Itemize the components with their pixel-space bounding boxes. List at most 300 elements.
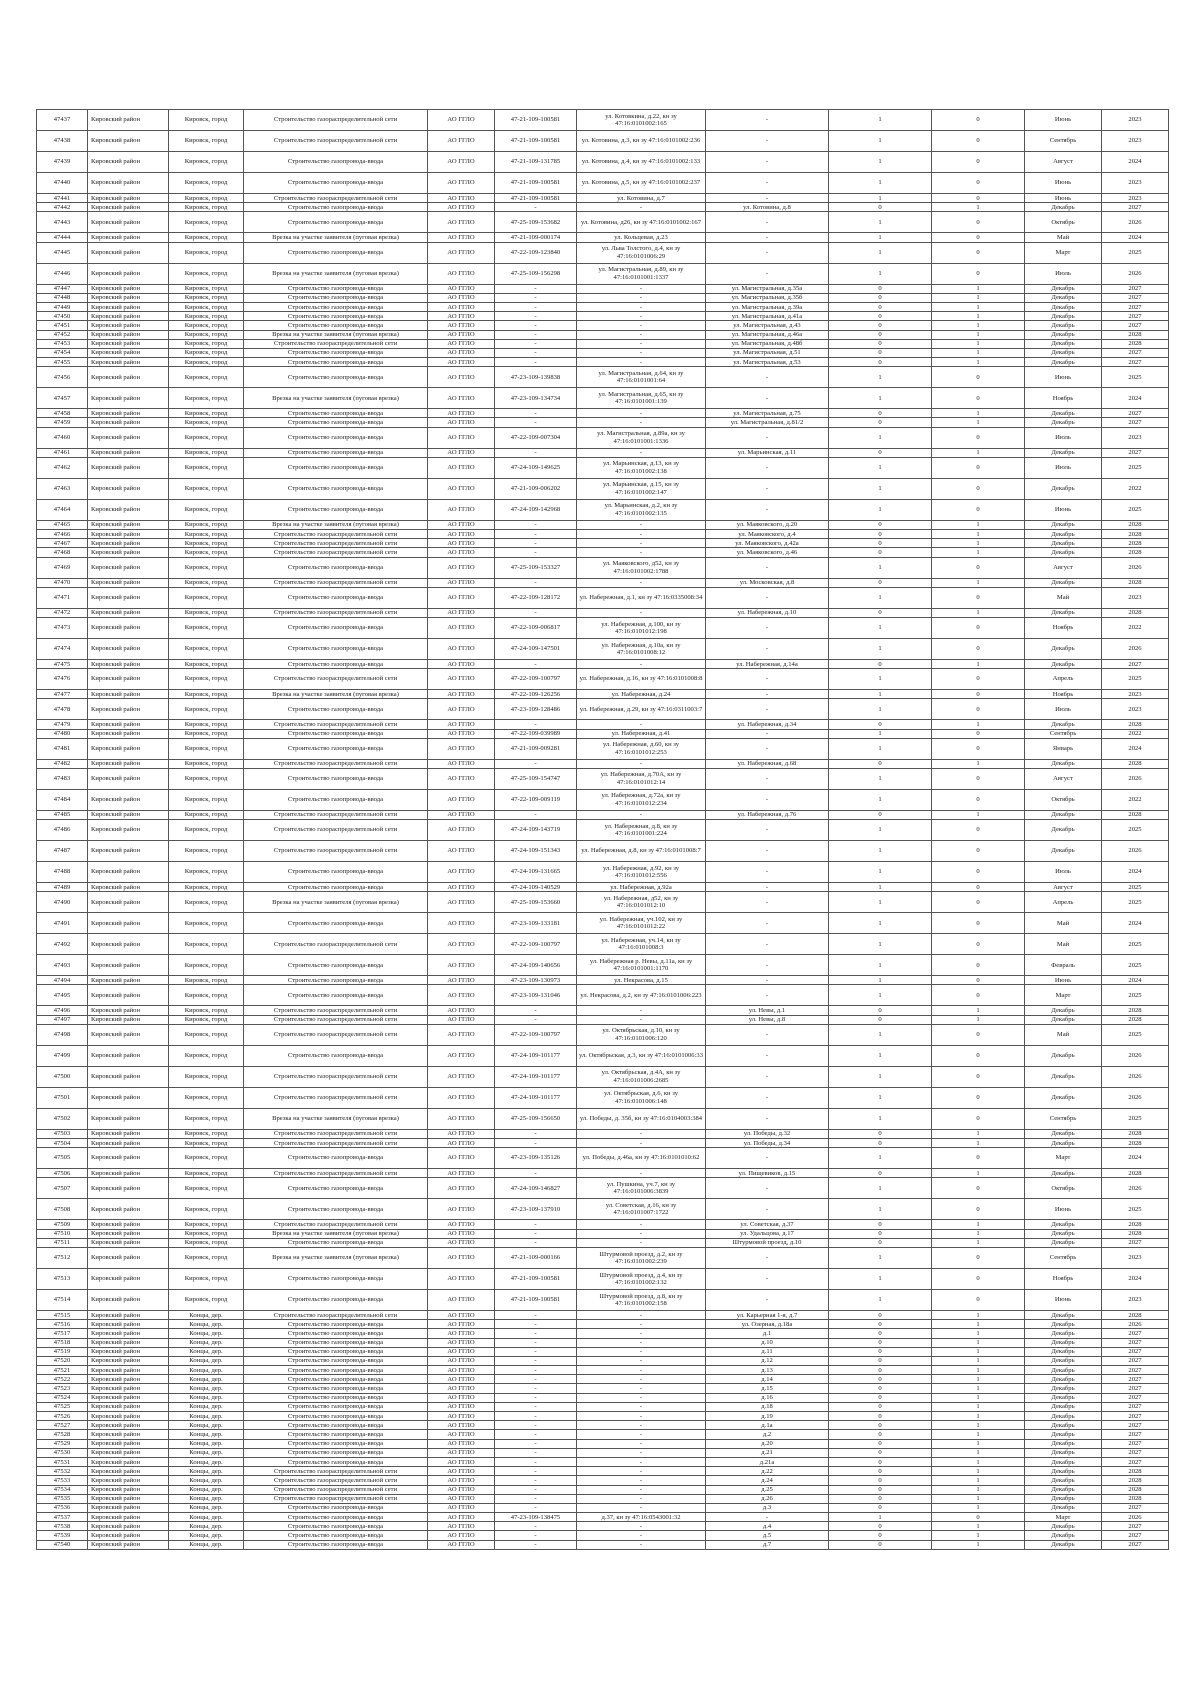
cell-month: Июнь <box>1025 499 1102 520</box>
table-row <box>37 358 1169 367</box>
cell-flag-b: 1 <box>932 1402 1025 1411</box>
cell-address-permit: ул. Набережная, д.92, кн зу 47:16:0101012:556 <box>577 862 706 883</box>
cell-id: 47529 <box>37 1439 88 1448</box>
cell-flag-a: 0 <box>829 1338 932 1347</box>
cell-permit: - <box>495 1430 577 1439</box>
table-row <box>37 810 1169 819</box>
cell-address-other: ул. Магистральная, д.35а <box>706 284 829 293</box>
cell-flag-b: 0 <box>932 242 1025 263</box>
cell-settlement: Кировск, город <box>169 1229 244 1238</box>
cell-address-permit: - <box>577 1531 706 1540</box>
cell-permit: 47-25-109-153660 <box>495 892 577 913</box>
cell-district: Кировский район <box>88 1268 169 1289</box>
cell-year: 2028 <box>1102 1006 1169 1015</box>
cell-id: 47507 <box>37 1178 88 1199</box>
cell-district: Кировский район <box>88 1467 169 1476</box>
cell-flag-b: 0 <box>932 768 1025 789</box>
cell-id: 47505 <box>37 1148 88 1169</box>
cell-flag-a: 0 <box>829 520 932 529</box>
cell-address-other: д.11 <box>706 1347 829 1356</box>
cell-permit: 47-23-109-134734 <box>495 388 577 409</box>
cell-organization: АО ГГЛО <box>428 738 495 759</box>
cell-flag-a: 0 <box>829 759 932 768</box>
cell-year: 2027 <box>1102 1384 1169 1393</box>
table-row <box>37 418 1169 427</box>
cell-flag-a: 0 <box>829 659 932 668</box>
cell-work-type: Строительство газораспределительной сети <box>244 810 428 819</box>
cell-flag-b: 0 <box>932 841 1025 862</box>
cell-flag-a: 1 <box>829 883 932 892</box>
table-row <box>37 548 1169 557</box>
cell-year: 2028 <box>1102 759 1169 768</box>
cell-address-other: - <box>706 1024 829 1045</box>
cell-settlement: Концы, дер. <box>169 1310 244 1319</box>
cell-organization: АО ГГЛО <box>428 913 495 934</box>
cell-flag-b: 0 <box>932 427 1025 448</box>
cell-year: 2027 <box>1102 1347 1169 1356</box>
cell-flag-a: 0 <box>829 1393 932 1402</box>
cell-work-type: Строительство газопровода-ввода <box>244 409 428 418</box>
cell-organization: АО ГГЛО <box>428 302 495 311</box>
cell-address-other: д.19 <box>706 1412 829 1421</box>
cell-organization: АО ГГЛО <box>428 1356 495 1365</box>
cell-permit: - <box>495 1238 577 1247</box>
cell-flag-a: 1 <box>829 1087 932 1108</box>
cell-flag-a: 0 <box>829 1457 932 1466</box>
cell-address-permit: - <box>577 1229 706 1238</box>
cell-address-permit: - <box>577 1430 706 1439</box>
cell-address-other: д.18 <box>706 1402 829 1411</box>
cell-organization: АО ГГЛО <box>428 409 495 418</box>
cell-permit: - <box>495 578 577 587</box>
table-row <box>37 212 1169 233</box>
cell-month: Декабрь <box>1025 1439 1102 1448</box>
cell-work-type: Строительство газораспределительной сети <box>244 720 428 729</box>
cell-id: 47485 <box>37 810 88 819</box>
cell-district: Кировский район <box>88 1169 169 1178</box>
cell-address-permit: ул. Октябрьская, д.6, кн зу 47:16:0101006:148 <box>577 1087 706 1108</box>
cell-flag-a: 0 <box>829 1229 932 1238</box>
cell-address-permit: ул. Набережная, д.1, кн зу 47:16:0335008:34 <box>577 587 706 608</box>
cell-permit: 47-23-109-138475 <box>495 1513 577 1522</box>
cell-organization: АО ГГЛО <box>428 520 495 529</box>
cell-organization: АО ГГЛО <box>428 348 495 357</box>
cell-address-other: - <box>706 976 829 985</box>
cell-permit: 47-23-109-128486 <box>495 699 577 720</box>
cell-permit: - <box>495 1485 577 1494</box>
cell-address-permit: - <box>577 448 706 457</box>
cell-address-other: д.22 <box>706 1467 829 1476</box>
cell-address-permit: - <box>577 1402 706 1411</box>
cell-month: Декабрь <box>1025 1329 1102 1338</box>
cell-settlement: Кировск, город <box>169 233 244 242</box>
cell-month: Декабрь <box>1025 358 1102 367</box>
cell-id: 47531 <box>37 1457 88 1466</box>
cell-address-other: д.14 <box>706 1375 829 1384</box>
cell-permit: - <box>495 284 577 293</box>
table-row <box>37 1024 1169 1045</box>
cell-flag-a: 0 <box>829 293 932 302</box>
cell-organization: АО ГГЛО <box>428 768 495 789</box>
cell-settlement: Кировск, город <box>169 892 244 913</box>
cell-flag-b: 1 <box>932 293 1025 302</box>
cell-flag-a: 1 <box>829 638 932 659</box>
table-row <box>37 312 1169 321</box>
cell-settlement: Концы, дер. <box>169 1384 244 1393</box>
cell-address-other: ул. Победы, д.32 <box>706 1129 829 1138</box>
cell-flag-a: 1 <box>829 934 932 955</box>
cell-year: 2027 <box>1102 1356 1169 1365</box>
cell-district: Кировский район <box>88 1199 169 1220</box>
cell-permit: - <box>495 409 577 418</box>
cell-address-permit: - <box>577 312 706 321</box>
cell-month: Октябрь <box>1025 212 1102 233</box>
cell-id: 47481 <box>37 738 88 759</box>
cell-work-type: Строительство газораспределительной сети <box>244 1169 428 1178</box>
cell-id: 47446 <box>37 263 88 284</box>
cell-month: Июнь <box>1025 173 1102 194</box>
cell-permit: - <box>495 418 577 427</box>
cell-address-permit: Штурмовой проезд, д.4, кн зу 47:16:0101002:132 <box>577 1268 706 1289</box>
cell-id: 47461 <box>37 448 88 457</box>
cell-district: Кировский район <box>88 302 169 311</box>
cell-settlement: Кировск, город <box>169 587 244 608</box>
cell-organization: АО ГГЛО <box>428 1421 495 1430</box>
cell-organization: АО ГГЛО <box>428 1476 495 1485</box>
cell-flag-a: 1 <box>829 699 932 720</box>
cell-district: Кировский район <box>88 530 169 539</box>
cell-month: Май <box>1025 913 1102 934</box>
table-row <box>37 1045 1169 1066</box>
cell-organization: АО ГГЛО <box>428 548 495 557</box>
cell-district: Кировский район <box>88 321 169 330</box>
cell-district: Кировский район <box>88 810 169 819</box>
cell-flag-b: 1 <box>932 1384 1025 1393</box>
cell-flag-b: 0 <box>932 499 1025 520</box>
table-row <box>37 1329 1169 1338</box>
cell-month: Декабрь <box>1025 608 1102 617</box>
cell-organization: АО ГГЛО <box>428 1338 495 1347</box>
cell-work-type: Строительство газораспределительной сети <box>244 539 428 548</box>
cell-organization: АО ГГЛО <box>428 530 495 539</box>
cell-flag-b: 1 <box>932 1338 1025 1347</box>
cell-organization: АО ГГЛО <box>428 587 495 608</box>
cell-organization: АО ГГЛО <box>428 1066 495 1087</box>
cell-address-permit: ул. Набережная, д.100, кн зу 47:16:0101012:198 <box>577 617 706 638</box>
cell-address-permit: - <box>577 284 706 293</box>
cell-address-other: ул. Магистральная, д.39а <box>706 302 829 311</box>
cell-month: Апрель <box>1025 892 1102 913</box>
cell-district: Кировский район <box>88 1384 169 1393</box>
cell-work-type: Строительство газораспределительной сети <box>244 1129 428 1138</box>
cell-month: Июнь <box>1025 110 1102 131</box>
cell-permit: 47-21-109-100581 <box>495 131 577 152</box>
table-row <box>37 242 1169 263</box>
cell-address-permit: ул. Набережная, д.16, кн зу 47:16:0101008:8 <box>577 669 706 690</box>
cell-district: Кировский район <box>88 1148 169 1169</box>
cell-flag-a: 1 <box>829 242 932 263</box>
cell-settlement: Кировск, город <box>169 203 244 212</box>
cell-flag-a: 0 <box>829 578 932 587</box>
table-row <box>37 557 1169 578</box>
cell-address-other: - <box>706 1148 829 1169</box>
cell-year: 2026 <box>1102 1045 1169 1066</box>
cell-district: Кировский район <box>88 690 169 699</box>
cell-month: Декабрь <box>1025 1393 1102 1402</box>
cell-flag-b: 0 <box>932 173 1025 194</box>
cell-month: Декабрь <box>1025 409 1102 418</box>
cell-permit: - <box>495 1220 577 1229</box>
cell-address-other: - <box>706 457 829 478</box>
cell-month: Декабрь <box>1025 302 1102 311</box>
cell-address-permit: ул. Марьинская, д.2, кн зу 47:16:0101002:135 <box>577 499 706 520</box>
cell-permit: - <box>495 1457 577 1466</box>
table-row <box>37 388 1169 409</box>
cell-organization: АО ГГЛО <box>428 1229 495 1238</box>
cell-permit: 47-24-109-140656 <box>495 955 577 976</box>
cell-id: 47445 <box>37 242 88 263</box>
cell-id: 47525 <box>37 1402 88 1411</box>
cell-flag-b: 1 <box>932 348 1025 357</box>
cell-work-type: Строительство газопровода-ввода <box>244 557 428 578</box>
cell-month: Декабрь <box>1025 1066 1102 1087</box>
cell-settlement: Кировск, город <box>169 985 244 1006</box>
cell-district: Кировский район <box>88 427 169 448</box>
cell-settlement: Концы, дер. <box>169 1503 244 1512</box>
cell-district: Кировский район <box>88 820 169 841</box>
cell-month: Январь <box>1025 738 1102 759</box>
cell-permit: 47-22-109-009119 <box>495 789 577 810</box>
cell-flag-a: 0 <box>829 1375 932 1384</box>
cell-id: 47521 <box>37 1366 88 1375</box>
cell-organization: АО ГГЛО <box>428 448 495 457</box>
cell-organization: АО ГГЛО <box>428 339 495 348</box>
table-row <box>37 720 1169 729</box>
cell-month: Октябрь <box>1025 1178 1102 1199</box>
cell-id: 47460 <box>37 427 88 448</box>
cell-month: Сентябрь <box>1025 1247 1102 1268</box>
cell-flag-a: 1 <box>829 173 932 194</box>
cell-flag-a: 0 <box>829 284 932 293</box>
cell-district: Кировский район <box>88 539 169 548</box>
cell-organization: АО ГГЛО <box>428 1220 495 1229</box>
cell-flag-a: 1 <box>829 729 932 738</box>
cell-address-other: ул. Набережная, д.14а <box>706 659 829 668</box>
cell-district: Кировский район <box>88 1139 169 1148</box>
cell-district: Кировский район <box>88 284 169 293</box>
cell-month: Декабрь <box>1025 1220 1102 1229</box>
cell-flag-b: 1 <box>932 1467 1025 1476</box>
cell-work-type: Строительство газораспределительной сети <box>244 578 428 587</box>
cell-id: 47478 <box>37 699 88 720</box>
cell-address-other: Штурмовой проезд, д.10 <box>706 1238 829 1247</box>
cell-month: Май <box>1025 1024 1102 1045</box>
cell-id: 47502 <box>37 1108 88 1129</box>
cell-district: Кировский район <box>88 1238 169 1247</box>
cell-month: Август <box>1025 768 1102 789</box>
cell-organization: АО ГГЛО <box>428 690 495 699</box>
cell-work-type: Строительство газопровода-ввода <box>244 617 428 638</box>
cell-organization: АО ГГЛО <box>428 892 495 913</box>
cell-year: 2024 <box>1102 1148 1169 1169</box>
cell-id: 47455 <box>37 358 88 367</box>
cell-address-other: ул. Советская, д.37 <box>706 1220 829 1229</box>
cell-id: 47535 <box>37 1494 88 1503</box>
cell-month: Декабрь <box>1025 1412 1102 1421</box>
cell-address-other: ул. Победы, д.34 <box>706 1139 829 1148</box>
cell-month: Декабрь <box>1025 548 1102 557</box>
cell-year: 2028 <box>1102 578 1169 587</box>
cell-permit: 47-25-109-154747 <box>495 768 577 789</box>
cell-address-other: д.5 <box>706 1531 829 1540</box>
table-row <box>37 1066 1169 1087</box>
cell-permit: 47-22-109-100797 <box>495 669 577 690</box>
cell-work-type: Строительство газопровода-ввода <box>244 1503 428 1512</box>
cell-address-other: - <box>706 617 829 638</box>
cell-organization: АО ГГЛО <box>428 263 495 284</box>
cell-flag-b: 1 <box>932 1448 1025 1457</box>
cell-address-permit: ул. Магистральная, д.89а, кн зу 47:16:0101001:1336 <box>577 427 706 448</box>
cell-address-other: ул. Карьерная 1-я, д.7 <box>706 1310 829 1319</box>
cell-work-type: Строительство газопровода-ввода <box>244 1320 428 1329</box>
table-row <box>37 892 1169 913</box>
cell-address-permit: ул. Набережная, д.41 <box>577 729 706 738</box>
cell-year: 2024 <box>1102 976 1169 985</box>
cell-id: 47517 <box>37 1329 88 1338</box>
table-row <box>37 1384 1169 1393</box>
cell-permit: - <box>495 720 577 729</box>
cell-work-type: Врезка на участке заявителя (пуговая врезка) <box>244 690 428 699</box>
cell-flag-b: 0 <box>932 1289 1025 1310</box>
cell-settlement: Концы, дер. <box>169 1320 244 1329</box>
cell-organization: АО ГГЛО <box>428 955 495 976</box>
cell-id: 47469 <box>37 557 88 578</box>
cell-settlement: Кировск, город <box>169 862 244 883</box>
cell-work-type: Строительство газопровода-ввода <box>244 1356 428 1365</box>
cell-id: 47473 <box>37 617 88 638</box>
cell-organization: АО ГГЛО <box>428 1430 495 1439</box>
cell-work-type: Строительство газораспределительной сети <box>244 1087 428 1108</box>
cell-permit: 47-21-109-006202 <box>495 478 577 499</box>
cell-id: 47454 <box>37 348 88 357</box>
cell-year: 2023 <box>1102 1247 1169 1268</box>
cell-work-type: Строительство газопровода-ввода <box>244 985 428 1006</box>
cell-organization: АО ГГЛО <box>428 976 495 985</box>
cell-work-type: Строительство газопровода-ввода <box>244 659 428 668</box>
cell-flag-b: 1 <box>932 1347 1025 1356</box>
cell-permit: - <box>495 1540 577 1549</box>
cell-month: Март <box>1025 242 1102 263</box>
cell-permit: - <box>495 1494 577 1503</box>
cell-id: 47508 <box>37 1199 88 1220</box>
cell-work-type: Строительство газораспределительной сети <box>244 1476 428 1485</box>
table-row <box>37 862 1169 883</box>
cell-district: Кировский район <box>88 1066 169 1087</box>
cell-work-type: Строительство газопровода-ввода <box>244 1148 428 1169</box>
cell-flag-a: 0 <box>829 330 932 339</box>
cell-address-permit: - <box>577 1540 706 1549</box>
cell-address-other: д.1 <box>706 1329 829 1338</box>
cell-work-type: Строительство газопровода-ввода <box>244 448 428 457</box>
table-row <box>37 339 1169 348</box>
cell-work-type: Строительство газораспределительной сети <box>244 1139 428 1148</box>
cell-month: Июль <box>1025 263 1102 284</box>
cell-permit: - <box>495 659 577 668</box>
cell-organization: АО ГГЛО <box>428 321 495 330</box>
cell-work-type: Строительство газопровода-ввода <box>244 1199 428 1220</box>
cell-flag-a: 1 <box>829 1199 932 1220</box>
cell-flag-a: 1 <box>829 669 932 690</box>
cell-address-other: - <box>706 1108 829 1129</box>
cell-permit: 47-24-109-151343 <box>495 841 577 862</box>
cell-year: 2027 <box>1102 1329 1169 1338</box>
cell-flag-a: 0 <box>829 539 932 548</box>
cell-work-type: Строительство газораспределительной сети <box>244 131 428 152</box>
cell-address-permit: - <box>577 1393 706 1402</box>
cell-district: Кировский район <box>88 110 169 131</box>
cell-flag-a: 0 <box>829 302 932 311</box>
cell-flag-b: 0 <box>932 1268 1025 1289</box>
cell-organization: АО ГГЛО <box>428 1015 495 1024</box>
cell-district: Кировский район <box>88 759 169 768</box>
cell-work-type: Строительство газопровода-ввода <box>244 1540 428 1549</box>
cell-permit: - <box>495 448 577 457</box>
cell-district: Кировский район <box>88 339 169 348</box>
cell-work-type: Строительство газопровода-ввода <box>244 587 428 608</box>
cell-address-permit: ул. Котовина, д.5, кн зу 47:16:0101002:237 <box>577 173 706 194</box>
cell-settlement: Кировск, город <box>169 659 244 668</box>
cell-address-permit: - <box>577 1375 706 1384</box>
cell-settlement: Кировск, город <box>169 348 244 357</box>
cell-flag-b: 0 <box>932 820 1025 841</box>
cell-district: Кировский район <box>88 263 169 284</box>
cell-flag-b: 1 <box>932 1169 1025 1178</box>
cell-work-type: Строительство газопровода-ввода <box>244 1347 428 1356</box>
cell-organization: АО ГГЛО <box>428 1375 495 1384</box>
cell-flag-b: 1 <box>932 284 1025 293</box>
cell-flag-a: 1 <box>829 862 932 883</box>
cell-address-other: - <box>706 194 829 203</box>
cell-permit: 47-23-109-131046 <box>495 985 577 1006</box>
cell-organization: АО ГГЛО <box>428 759 495 768</box>
cell-address-other: д.21а <box>706 1457 829 1466</box>
cell-year: 2027 <box>1102 1238 1169 1247</box>
cell-work-type: Строительство газопровода-ввода <box>244 729 428 738</box>
cell-address-other: ул. Маяковского, д.4 <box>706 530 829 539</box>
cell-district: Кировский район <box>88 1412 169 1421</box>
cell-id: 47444 <box>37 233 88 242</box>
cell-address-permit: ул. Котовкина, д.22, кн зу 47:16:0101002:165 <box>577 110 706 131</box>
cell-address-other: д.10 <box>706 1338 829 1347</box>
cell-month: Декабрь <box>1025 638 1102 659</box>
cell-district: Кировский район <box>88 548 169 557</box>
cell-organization: АО ГГЛО <box>428 194 495 203</box>
cell-work-type: Строительство газопровода-ввода <box>244 1522 428 1531</box>
cell-address-permit: - <box>577 1522 706 1531</box>
cell-district: Кировский район <box>88 1393 169 1402</box>
cell-flag-b: 0 <box>932 690 1025 699</box>
cell-flag-a: 1 <box>829 892 932 913</box>
cell-work-type: Строительство газопровода-ввода <box>244 789 428 810</box>
cell-flag-b: 1 <box>932 1485 1025 1494</box>
cell-address-other: - <box>706 841 829 862</box>
table-row <box>37 263 1169 284</box>
cell-month: Декабрь <box>1025 1467 1102 1476</box>
cell-month: Май <box>1025 934 1102 955</box>
cell-district: Кировский район <box>88 913 169 934</box>
cell-flag-a: 1 <box>829 768 932 789</box>
cell-address-permit: - <box>577 203 706 212</box>
